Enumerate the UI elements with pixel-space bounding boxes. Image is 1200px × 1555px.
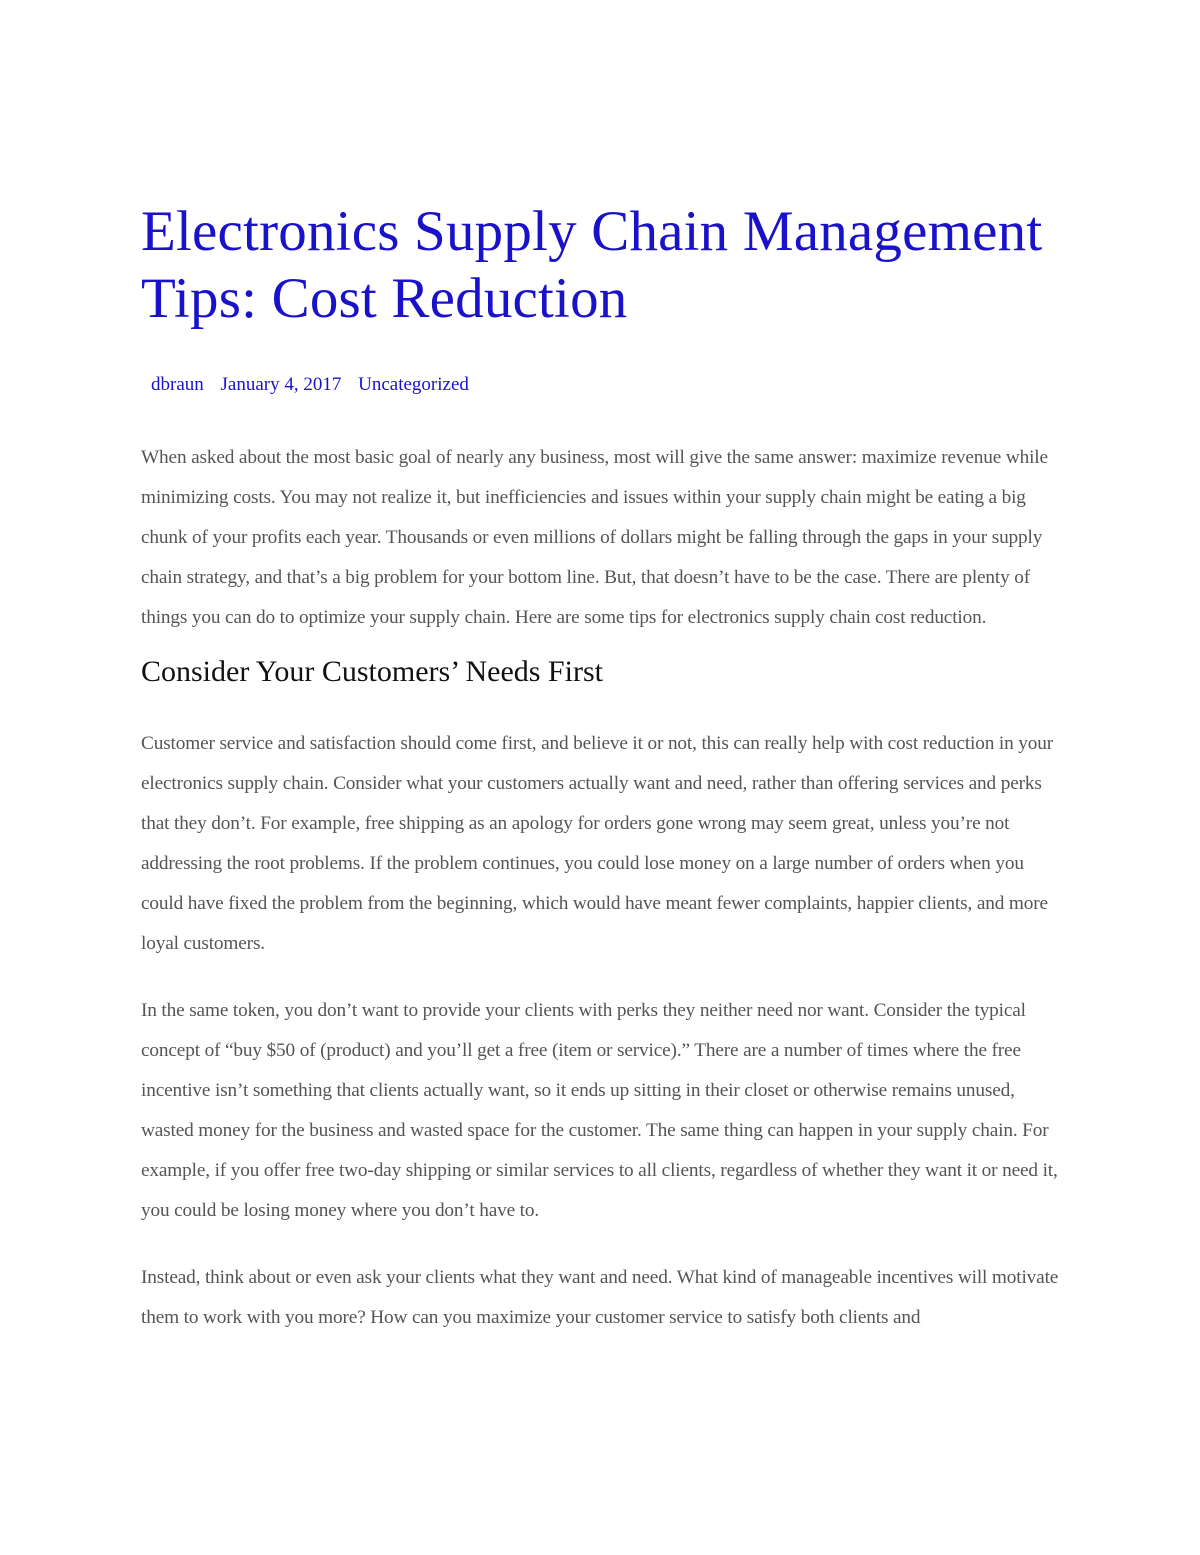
body-paragraph: Customer service and satisfaction should come first, and believe it or not, this can really help with cost reduction in your electronics supply chain. Consider what your customers actually want and need, rather than offering services and perks that they don’t. For example, free shipping as an apology for orders gone wrong may seem great, unless you’re not addressing the root problems. If the problem continues, you could lose money on a large number of orders when you could have fixed the problem from the beginning, which would have meant fewer complaints, happier clients, and more loyal customers. [141,733,1054,954]
post-meta [141,372,1061,398]
section-heading: Consider Your Customers’ Needs First [141,655,603,688]
article [141,198,1061,1338]
intro-paragraph: When asked about the most basic goal of nearly any business, most will give the same answer: maximize revenue while minimizing costs. You may not realize it, but inefficiencies and issues within your supply chain might be eating a big chunk of your profits each year. Thousands or even millions of dollars might be falling through the gaps in your supply chain strategy, and that’s a big problem for your bottom line. But, that doesn’t have to be the case. There are plenty of things you can do to optimize your supply chain. Here are some tips for electronics supply chain cost reduction. [141,447,1048,628]
article-title: Electronics Supply Chain Management Tips: Cost Reduction [141,200,1043,330]
date-link[interactable]: January 4, 2017 [220,374,342,395]
author-link[interactable]: dbraun [151,374,204,395]
body-paragraph: Instead, think about or even ask your clients what they want and need. What kind of manageable incentives will motivate them to work with you more? How can you maximize your customer service to satisfy both clients and [141,1267,1059,1328]
body-paragraph: In the same token, you don’t want to provide your clients with perks they neither need nor want. Consider the typical concept of “buy $50 of (product) and you’ll get a free (item or service).” There are a number of times where the free incentive isn’t something that clients actually want, so it ends up sitting in their closet or otherwise remains unused, wasted money for the business and wasted space for the customer. The same thing can happen in your supply chain. For example, if you offer free two-day shipping or similar services to all clients, regardless of whether they want it or need it, you could be losing money where you don’t have to. [141,1000,1058,1221]
category-link[interactable]: Uncategorized [358,374,469,395]
